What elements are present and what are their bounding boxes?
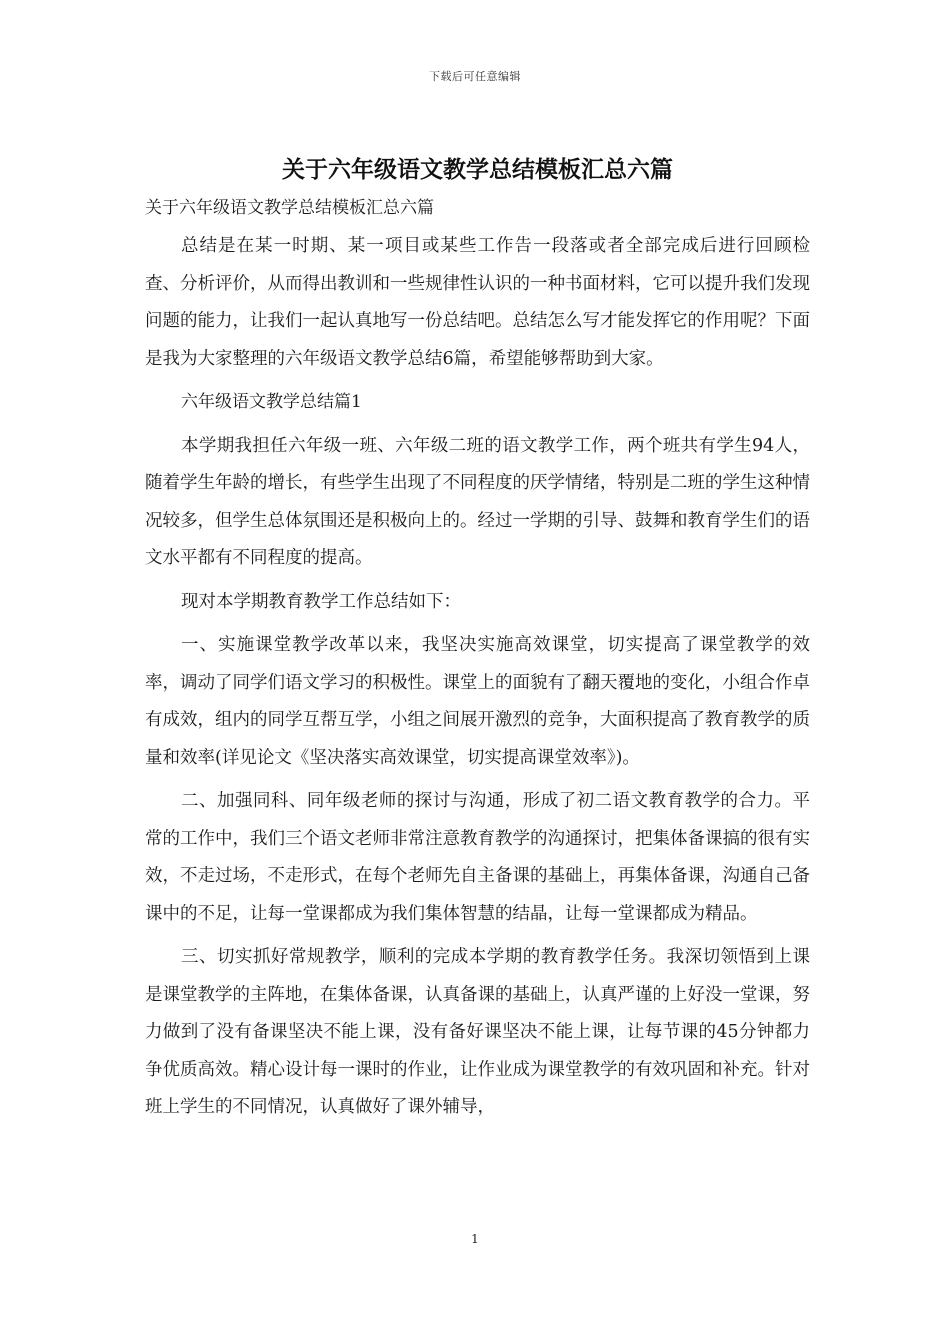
paragraph-intro: 总结是在某一时期、某一项目或某些工作告一段落或者全部完成后进行回顾检查、分析评价，从而得出教训和一些规律性认识的一种书面材料，它可以提升我们发现问题的能力，让我们一起认真地写一份总结吧。总结怎么写才能发挥它的作用呢？下面是我为大家整理的六年级语文教学总结6篇，希望能够帮助到大家。 bbox=[145, 236, 810, 369]
document-subtitle: 关于六年级语文教学总结模板汇总六篇 bbox=[145, 198, 434, 218]
document-body bbox=[145, 152, 810, 1133]
page-header-note: 下载后可任意编辑 bbox=[429, 70, 521, 83]
page-number: 1 bbox=[471, 1232, 479, 1246]
section-heading: 六年级语文教学总结篇1 bbox=[181, 392, 362, 412]
document-title: 关于六年级语文教学总结模板汇总六篇 bbox=[282, 156, 673, 183]
paragraph: 本学期我担任六年级一班、六年级二班的语文教学工作，两个班共有学生94人，随着学生年龄的增长，有些学生出现了不同程度的厌学情绪，特别是二班的学生这种情况较多，但学生总体氛围还是积极向上的。经过一学期的引导、鼓舞和教育学生们的语文水平都有不同程度的提高。 bbox=[145, 435, 810, 568]
paragraph: 现对本学期教育教学工作总结如下： bbox=[181, 591, 461, 612]
paragraph: 三、切实抓好常规教学，顺利的完成本学期的教育教学任务。我深切领悟到上课是课堂教学的主阵地，在集体备课，认真备课的基础上，认真严谨的上好没一堂课，努力做到了没有备课坚决不能上课，没有备好课坚决不能上课，让每节课的45分钟都力争优质高效。精心设计每一课时的作业，让作业成为课堂教学的有效巩固和补充。针对班上学生的不同情况，认真做好了课外辅导， bbox=[145, 947, 810, 1117]
paragraph: 二、加强同科、同年级老师的探讨与沟通，形成了初二语文教育教学的合力。平常的工作中，我们三个语文老师非常注意教育教学的沟通探讨，把集体备课搞的很有实效，不走过场，不走形式，在每个老师先自主备课的基础上，再集体备课，沟通自己备课中的不足，让每一堂课都成为我们集体智慧的结晶，让每一堂课都成为精品。 bbox=[145, 791, 810, 924]
paragraph: 一、实施课堂教学改革以来，我坚决实施高效课堂，切实提高了课堂教学的效率，调动了同学们语文学习的积极性。课堂上的面貌有了翻天覆地的变化，小组合作卓有成效，组内的同学互帮互学，小组之间展开激烈的竞争，大面积提高了教育教学的质量和效率(详见论文《坚决落实高效课堂，切实提高课堂效率》)。 bbox=[145, 635, 810, 768]
